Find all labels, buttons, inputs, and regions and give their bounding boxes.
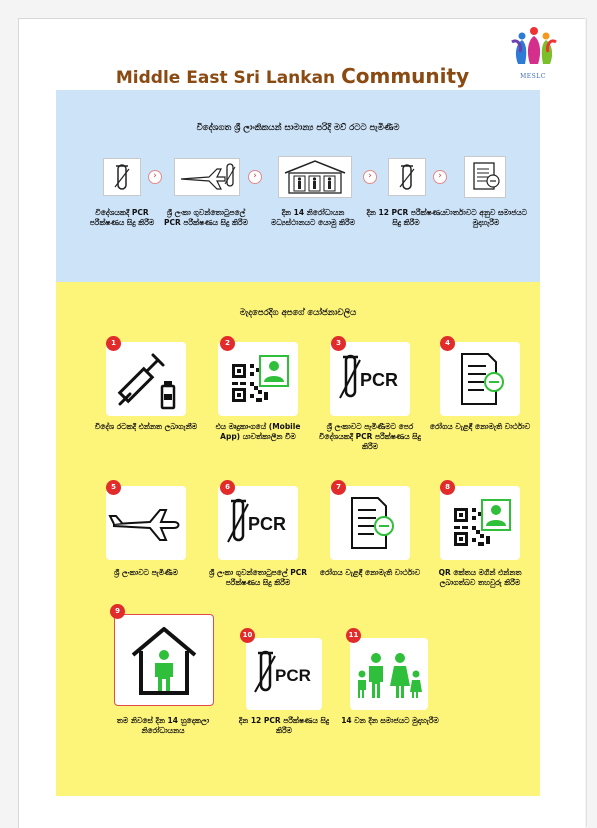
card-4-number-badge: 4 bbox=[440, 336, 455, 351]
normal-arrival-title: විදේශගත ශ්‍රී ලාංකිකයන් සාමාන්‍ය පරිදි මව් රටට පැමිණීම bbox=[196, 123, 400, 133]
step-5-report-icon bbox=[464, 156, 506, 198]
page-title bbox=[0, 64, 585, 88]
qr-code-icon bbox=[218, 342, 298, 416]
proposal-title: මැදපෙරදිග අපගේ යෝජනාවලිය bbox=[239, 308, 357, 318]
card-5-arrival bbox=[106, 486, 186, 560]
step-arrow-2: › bbox=[248, 170, 262, 184]
card-4-label: රෝගය වැළඳී නොමැති වාර්ථාව bbox=[429, 422, 531, 431]
card-10-label: දින 12 PCR පරීක්ෂණය සිදු කිරීම bbox=[238, 716, 330, 735]
card-1-vaccination bbox=[106, 342, 186, 416]
card-5-label: ශ්‍රී ලංකාවට පැමිණීම bbox=[114, 568, 178, 577]
step-1-test-tube-icon bbox=[103, 158, 141, 196]
step-3-quarantine-center-icon bbox=[278, 156, 352, 198]
step-3-label: දින 14 නිරෝධායන මධ්‍යස්ථානයට යොමු කිරීම bbox=[270, 208, 356, 227]
title-part-2: Community bbox=[341, 64, 470, 88]
card-10-number-badge: 10 bbox=[240, 628, 255, 643]
plane-icon bbox=[106, 486, 186, 560]
home-quarantine-icon bbox=[115, 615, 213, 705]
step-arrow-1: › bbox=[148, 170, 162, 184]
card-8-qr-verification bbox=[440, 486, 520, 560]
family-icon bbox=[350, 638, 428, 710]
card-2-mobile-app bbox=[218, 342, 298, 416]
card-7-number-badge: 7 bbox=[331, 480, 346, 495]
card-10-day12-pcr bbox=[246, 638, 322, 710]
card-4-negative-report bbox=[440, 342, 520, 416]
pcr-icon bbox=[218, 486, 298, 560]
card-6-number-badge: 6 bbox=[220, 480, 235, 495]
report-icon bbox=[440, 342, 520, 416]
step-1-label: විදේශයකදී PCR පරීක්ෂණය සිදු කිරීම bbox=[89, 208, 155, 227]
card-7-negative-report bbox=[330, 486, 410, 560]
pcr-icon bbox=[330, 342, 410, 416]
card-2-number-badge: 2 bbox=[220, 336, 235, 351]
pcr-text: PCR bbox=[360, 370, 399, 390]
card-8-label: QR කේතය මගින් එන්නත ලබාගත්බව තහවුරු කිරීම bbox=[438, 568, 522, 587]
pcr-text: PCR bbox=[248, 514, 287, 534]
logo-text: MESLC bbox=[520, 73, 546, 80]
card-9-number-badge: 9 bbox=[110, 604, 125, 619]
card-5-number-badge: 5 bbox=[106, 480, 121, 495]
normal-arrival-panel bbox=[56, 90, 540, 282]
card-2-label: එය මෘදුකාංගයේ (Mobile App) යාවත්කාලීන වීම bbox=[215, 422, 301, 441]
report-icon bbox=[330, 486, 410, 560]
step-2-label: ශ්‍රී ලංකා ගුවන්තොටුපලේ PCR පරීක්ෂණය සිදු කිරීම bbox=[164, 208, 248, 227]
card-6-label: ශ්‍රී ලංකා ගුවන්තොටුපලේ PCR පරීක්ෂණය සිදු කිරීම bbox=[209, 568, 307, 587]
card-3-label: ශ්‍රී ලංකාවට පැමිණීමට පෙර විදේශයකදී PCR පරීක්ෂණය සිදු කිරීම bbox=[319, 422, 421, 451]
page-edge bbox=[586, 18, 587, 827]
card-11-release bbox=[350, 638, 428, 710]
card-11-number-badge: 11 bbox=[346, 628, 361, 643]
card-8-number-badge: 8 bbox=[440, 480, 455, 495]
proposal-panel bbox=[56, 282, 540, 796]
step-arrow-4: › bbox=[433, 170, 447, 184]
card-7-label: රෝගය වැළඳී නොමැති වාර්ථාව bbox=[319, 568, 421, 577]
qr-code-icon bbox=[440, 486, 520, 560]
step-arrow-3: › bbox=[363, 170, 377, 184]
step-4-test-tube-icon bbox=[388, 158, 426, 196]
card-1-label: විදේශ රටකදී එන්නත ලබාගැනීම bbox=[94, 422, 198, 431]
card-1-number-badge: 1 bbox=[106, 336, 121, 351]
card-3-pcr-abroad bbox=[330, 342, 410, 416]
step-2-plane-tube-icon bbox=[174, 158, 240, 196]
pcr-icon bbox=[246, 638, 322, 710]
card-11-label: 14 වන දින සමාජයට මුදාහැරීම bbox=[341, 716, 439, 725]
card-9-home-quarantine bbox=[114, 614, 214, 706]
card-9-label: තම නිවසේ දින 14 හුදෙකලා නිරෝධායනය bbox=[116, 716, 210, 735]
step-4-label: දින 12 PCR පරීක්ෂණය සිදු කිරීම bbox=[366, 208, 446, 227]
syringe-icon bbox=[106, 342, 186, 416]
card-3-number-badge: 3 bbox=[331, 336, 346, 351]
card-6-airport-pcr bbox=[218, 486, 298, 560]
pcr-text: PCR bbox=[275, 666, 311, 685]
step-5-label: වාර්තාවට අනුව සමාජයට මුදාහැරීම bbox=[444, 208, 528, 227]
title-part-1: Middle East Sri Lankan bbox=[115, 68, 342, 88]
